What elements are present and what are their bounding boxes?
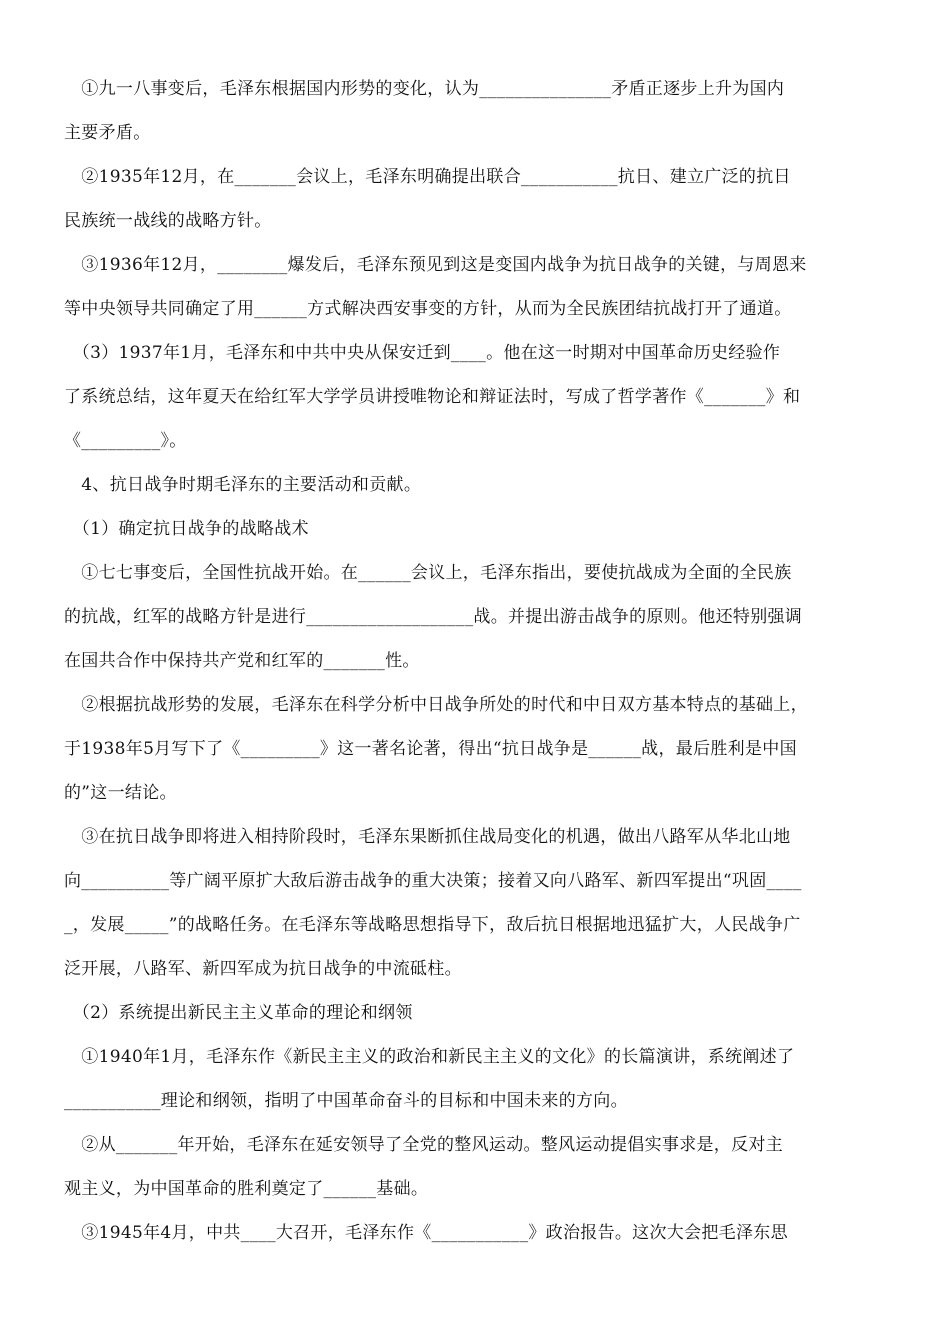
text-line: ③1936年12月，________爆发后，毛泽东预见到这是变国内战争为抗日战争的关键，与周恩来 xyxy=(64,255,807,275)
section-heading: 4、抗日战争时期毛泽东的主要活动和贡献。 xyxy=(64,475,422,495)
text-line: ①1940年1月，毛泽东作《新民主主义的政治和新民主主义的文化》的长篇演讲，系统阐述了 xyxy=(64,1047,795,1067)
text-line: 的”这一结论。 xyxy=(64,783,177,803)
text-line: ②根据抗战形势的发展，毛泽东在科学分析中日战争所处的时代和中日双方基本特点的基础上， xyxy=(64,695,808,715)
subsection-heading: （2）系统提出新民主主义革命的理论和纲领 xyxy=(64,1003,413,1023)
text-line: 了系统总结，这年夏天在给红军大学学员讲授唯物论和辩证法时，写成了哲学著作《_______》和 xyxy=(64,387,801,407)
text-line: 《_________》。 xyxy=(64,431,187,451)
text-line: ②1935年12月，在_______会议上，毛泽东明确提出联合___________抗日、建立广泛的抗日 xyxy=(64,167,791,187)
text-line: ①七七事变后，全国性抗战开始。在______会议上，毛泽东指出，要使抗战成为全面的全民族 xyxy=(64,563,792,583)
text-line: 主要矛盾。 xyxy=(64,123,151,143)
subsection-heading: （1）确定抗日战争的战略战术 xyxy=(64,519,309,539)
text-line: 民族统一战线的战略方针。 xyxy=(64,211,272,231)
text-line: 等中央领导共同确定了用______方式解决西安事变的方针，从而为全民族团结抗战打开了通道。 xyxy=(64,299,792,319)
text-line: ③1945年4月，中共____大召开，毛泽东作《___________》政治报告。这次大会把毛泽东思 xyxy=(64,1223,788,1243)
text-line: ①九一八事变后，毛泽东根据国内形势的变化，认为_______________矛盾正逐步上升为国内 xyxy=(64,79,785,99)
text-line: 泛开展，八路军、新四军成为抗日战争的中流砥柱。 xyxy=(64,959,462,979)
text-line: ②从_______年开始，毛泽东在延安领导了全党的整风运动。整风运动提倡实事求是，反对主 xyxy=(64,1135,783,1155)
text-line: _，发展_____”的战略任务。在毛泽东等战略思想指导下，敌后抗日根据地迅猛扩大，人民战争广 xyxy=(64,915,801,935)
text-line: 于1938年5月写下了《_________》这一著名论著，得出“抗日战争是______战，最后胜利是中国 xyxy=(64,739,797,759)
text-line: 的抗战，红军的战略方针是进行___________________战。并提出游击战争的原则。他还特别强调 xyxy=(64,607,803,627)
text-line: 在国共合作中保持共产党和红军的_______性。 xyxy=(64,651,420,671)
text-line: ___________理论和纲领，指明了中国革命奋斗的目标和中国未来的方向。 xyxy=(64,1091,628,1111)
text-line: 向__________等广阔平原扩大敌后游击战争的重大决策；接着又向八路军、新四军提出“巩固____ xyxy=(64,871,802,891)
text-line: ③在抗日战争即将进入相持阶段时，毛泽东果断抓住战局变化的机遇，做出八路军从华北山地 xyxy=(64,827,791,847)
text-line: （3）1937年1月，毛泽东和中共中央从保安迁到____。他在这一时期对中国革命历史经验作 xyxy=(64,343,781,363)
text-line: 观主义，为中国革命的胜利奠定了______基础。 xyxy=(64,1179,429,1199)
